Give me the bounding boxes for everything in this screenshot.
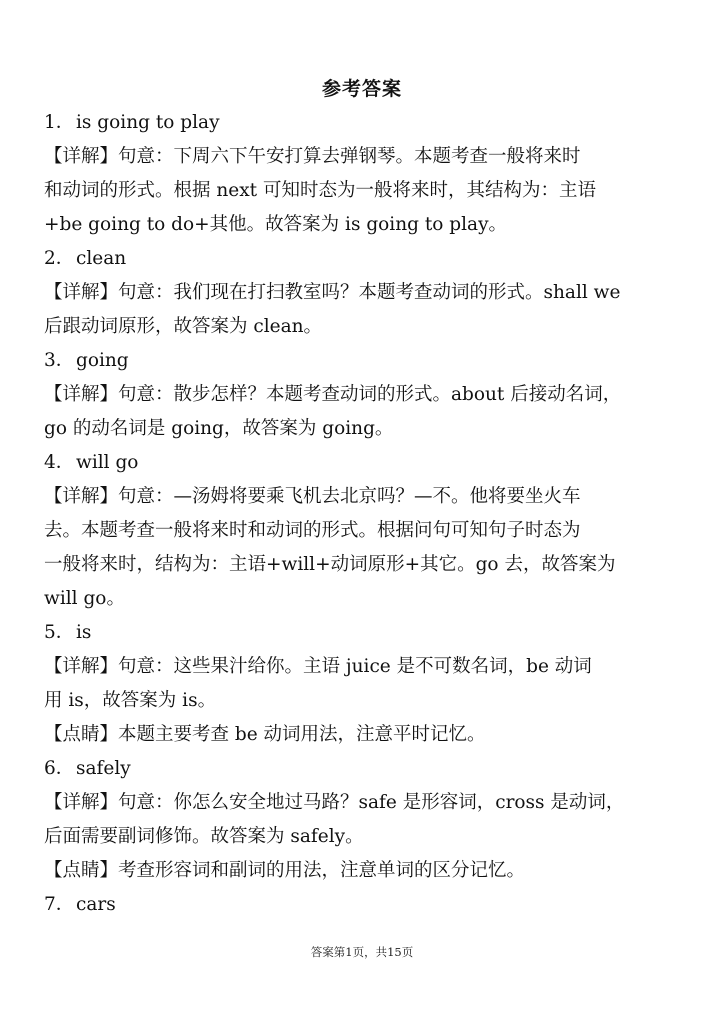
explanation-line: 用 is，故答案为 is。 <box>44 690 217 711</box>
answer-item <box>44 888 684 922</box>
explanation-line: go 的动名词是 going，故答案为 going。 <box>44 418 394 439</box>
explanation-line: 一般将来时，结构为：主语+will+动词原形+其它。go 去，故答案为 <box>44 554 616 575</box>
answer-number: 3． <box>44 350 75 371</box>
explanation-line: 【详解】句意：这些果汁给你。主语 juice 是不可数名词，be 动词 <box>44 656 592 677</box>
page-title: 参考答案 <box>321 78 402 100</box>
answer-number: 4． <box>44 452 75 473</box>
answer-number: 2． <box>44 248 75 269</box>
answer-text: safely <box>76 758 131 779</box>
answer-number: 5． <box>44 622 75 643</box>
answer-item <box>44 752 684 888</box>
answer-heading <box>44 106 684 140</box>
answer-item <box>44 446 684 616</box>
tip-line: 【点睛】考查形容词和副词的用法，注意单词的区分记忆。 <box>44 860 526 881</box>
explanation-line: 去。本题考查一般将来时和动词的形式。根据问句可知句子时态为 <box>44 520 581 541</box>
answer-text: clean <box>76 248 127 269</box>
explanation-line: 后面需要副词修饰。故答案为 safely。 <box>44 826 364 847</box>
answer-text: is going to play <box>76 112 220 133</box>
answer-text: will go <box>76 452 139 473</box>
answer-item <box>44 242 684 344</box>
answer-list <box>44 106 684 922</box>
explanation-line: 【详解】句意：—汤姆将要乘飞机去北京吗？—不。他将要坐火车 <box>44 486 581 507</box>
answer-heading <box>44 344 684 378</box>
explanation-line: will go。 <box>44 588 125 609</box>
explanation-line: +be going to do+其他。故答案为 is going to play。 <box>44 214 508 235</box>
answer-text: cars <box>76 894 116 915</box>
answer-text: going <box>76 350 129 371</box>
explanation-line: 后跟动词原形，故答案为 clean。 <box>44 316 323 337</box>
answer-number: 6． <box>44 758 75 779</box>
answer-item <box>44 616 684 752</box>
answer-number: 1． <box>44 112 75 133</box>
answer-heading <box>44 752 684 786</box>
answer-heading <box>44 616 684 650</box>
explanation-line: 和动词的形式。根据 next 可知时态为一般将来时，其结构为：主语 <box>44 180 596 201</box>
answer-number: 7． <box>44 894 75 915</box>
answer-heading <box>44 888 684 922</box>
answer-item <box>44 344 684 446</box>
explanation-line: 【详解】句意：我们现在打扫教室吗？本题考查动词的形式。shall we <box>44 282 621 303</box>
page-footer: 答案第1页，共15页 <box>310 945 414 959</box>
explanation-line: 【详解】句意：散步怎样？本题考查动词的形式。about 后接动名词， <box>44 384 622 405</box>
tip-line: 【点睛】本题主要考查 be 动词用法，注意平时记忆。 <box>44 724 486 745</box>
answer-heading <box>44 242 684 276</box>
explanation-line: 【详解】句意：下周六下午安打算去弹钢琴。本题考查一般将来时 <box>44 146 581 167</box>
answer-heading <box>44 446 684 480</box>
explanation-line: 【详解】句意：你怎么安全地过马路？safe 是形容词，cross 是动词， <box>44 792 625 813</box>
answer-text: is <box>76 622 92 643</box>
answer-item <box>44 106 684 242</box>
